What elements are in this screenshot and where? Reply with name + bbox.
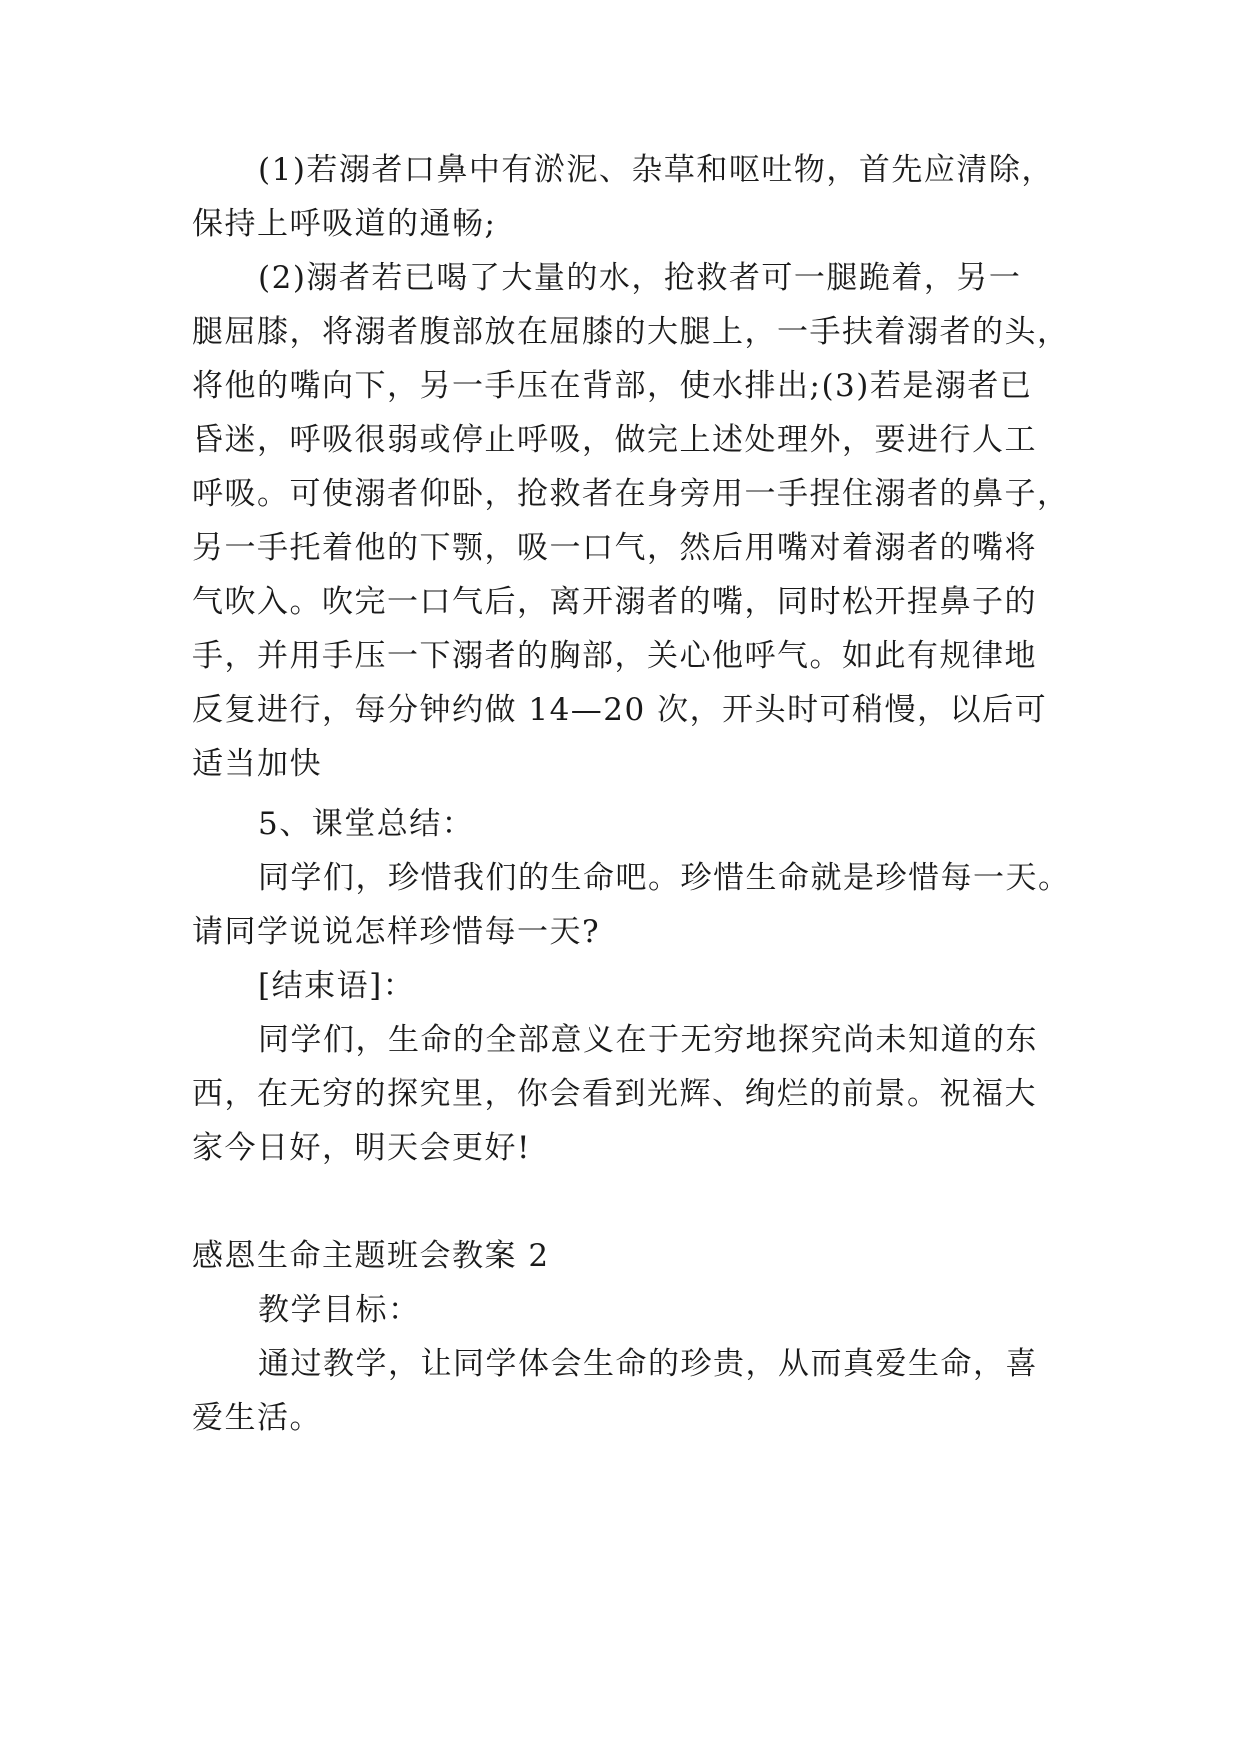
paragraph-line: 家今日好，明天会更好! [192, 1130, 531, 1166]
paragraph-line: 呼吸。可使溺者仰卧，抢救者在身旁用一手捏住溺者的鼻子， [192, 476, 1070, 512]
paragraph-line: 同学们，生命的全部意义在于无穷地探究尚未知道的东 [258, 1022, 1038, 1058]
paragraph-line: 适当加快 [192, 746, 322, 782]
paragraph-line: 另一手托着他的下颚，吸一口气，然后用嘴对着溺者的嘴将 [192, 530, 1037, 566]
paragraph-line: (2)溺者若已喝了大量的水，抢救者可一腿跪着，另一 [258, 260, 1022, 296]
paragraph-line: 保持上呼吸道的通畅; [192, 206, 497, 242]
section-heading: 教学目标： [258, 1292, 421, 1328]
paragraph-line: 将他的嘴向下，另一手压在背部，使水排出;(3)若是溺者已 [192, 368, 1033, 404]
section-heading: 5、课堂总结： [258, 806, 475, 842]
paragraph-line: 气吹入。吹完一口气后，离开溺者的嘴，同时松开捏鼻子的 [192, 584, 1037, 620]
paragraph-line: 反复进行，每分钟约做 14—20 次，开头时可稍慢，以后可 [192, 692, 1048, 728]
paragraph-line: 手，并用手压一下溺者的胸部，关心他呼气。如此有规律地 [192, 638, 1037, 674]
paragraph-line: (1)若溺者口鼻中有淤泥、杂草和呕吐物，首先应清除， [258, 152, 1054, 188]
paragraph-line: 腿屈膝，将溺者腹部放在屈膝的大腿上，一手扶着溺者的头， [192, 314, 1070, 350]
paragraph-line: 昏迷，呼吸很弱或停止呼吸，做完上述处理外，要进行人工 [192, 422, 1037, 458]
paragraph-line: 通过教学，让同学体会生命的珍贵，从而真爱生命，喜 [258, 1346, 1038, 1382]
paragraph-line: 西，在无穷的探究里，你会看到光辉、绚烂的前景。祝福大 [192, 1076, 1037, 1112]
paragraph-line: 请同学说说怎样珍惜每一天? [192, 914, 601, 950]
document-title: 感恩生命主题班会教案 2 [192, 1238, 550, 1274]
paragraph-line: 爱生活。 [192, 1400, 322, 1436]
paragraph-line: 同学们，珍惜我们的生命吧。珍惜生命就是珍惜每一天。 [258, 860, 1071, 896]
closing-heading: [结束语]： [258, 968, 416, 1004]
